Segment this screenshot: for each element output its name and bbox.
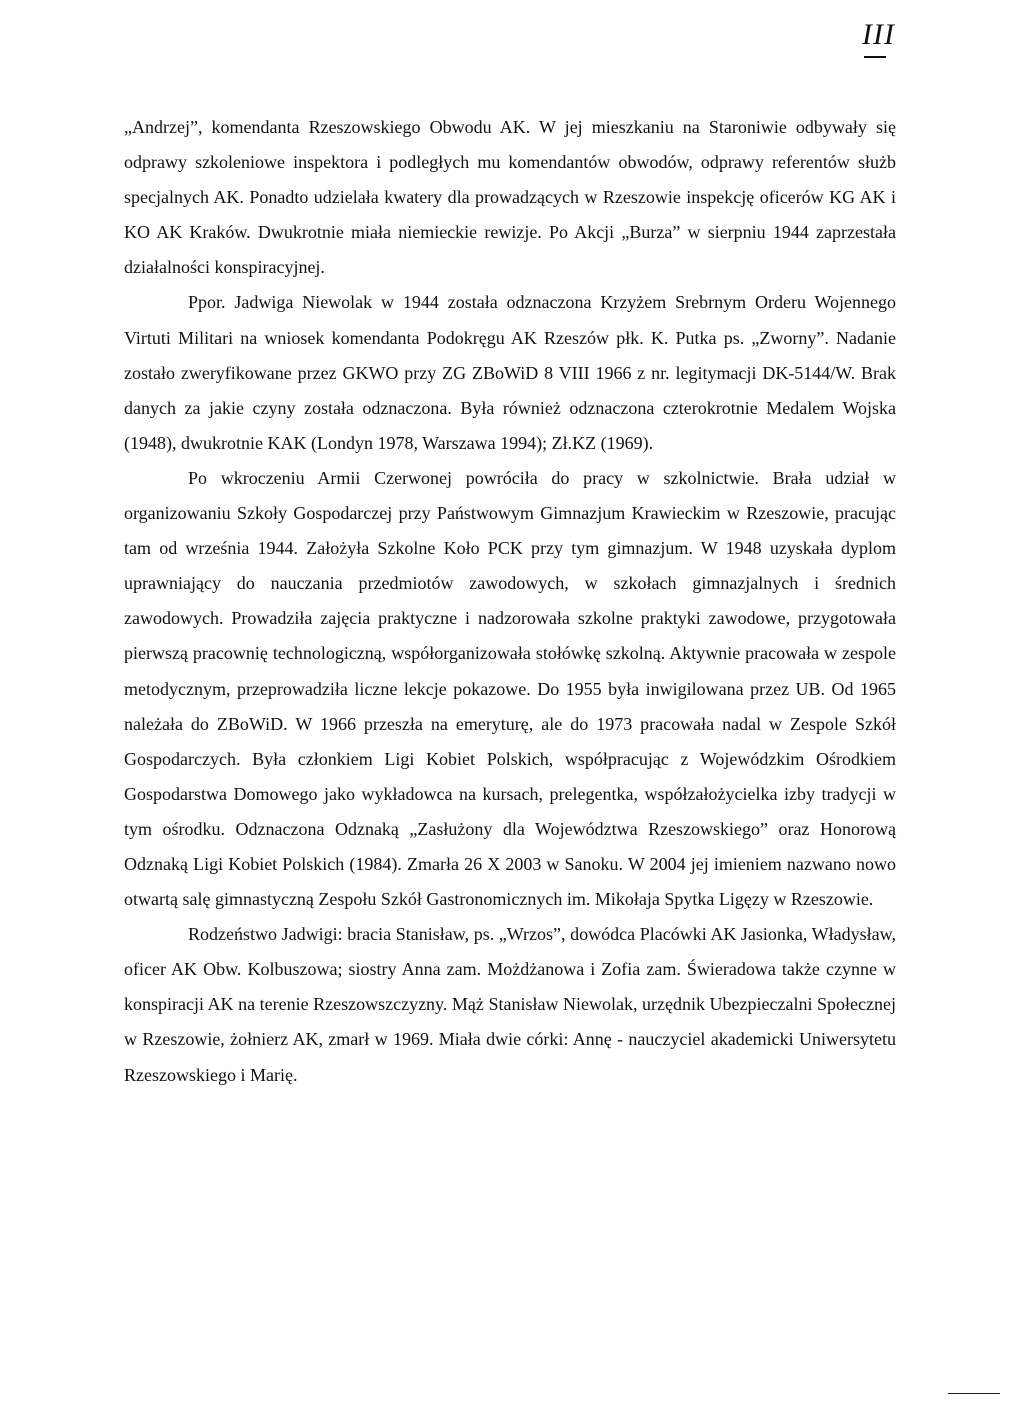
page-number: III: [862, 18, 895, 51]
footer-rule: [948, 1393, 1000, 1394]
paragraph-4: Rodzeństwo Jadwigi: bracia Stanisław, ps. „Wrzos”, dowódca Placówki AK Jasionka, Władysław, oficer AK Obw. Kolbuszowa; siostry Anna zam. Możdżanowa i Zofia zam. Świeradowa także czynne w konspiracji AK na terenie Rzeszowszczyzny. Mąż Stanisław Niewolak, urzędnik Ubezpieczalni Społecznej w Rzeszowie, żołnierz AK, zmarł w 1969. Miała dwie córki: Annę - nauczyciel akademicki Uniwersytetu Rzeszowskiego i Marię.: [124, 924, 896, 1085]
paragraph-2: Ppor. Jadwiga Niewolak w 1944 została odznaczona Krzyżem Srebrnym Orderu Wojennego Virtuti Militari na wniosek komendanta Podokręgu AK Rzeszów płk. K. Putka ps. „Zworny”. Nadanie zostało zweryfikowane przez GKWO przy ZG ZBoWiD 8 VIII 1966 z nr. legitymacji DK-5144/W. Brak danych za jakie czyny została odznaczona. Była również odznaczona czterokrotnie Medalem Wojska (1948), dwukrotnie KAK (Londyn 1978, Warszawa 1994); Zł.KZ (1969).: [124, 292, 896, 453]
page-number-underline: [864, 56, 886, 58]
paragraph-3: Po wkroczeniu Armii Czerwonej powróciła do pracy w szkolnictwie. Brała udział w organizowaniu Szkoły Gospodarczej przy Państwowym Gimnazjum Krawieckim w Rzeszowie, pracując tam od września 1944. Założyła Szkolne Koło PCK przy tym gimnazjum. W 1948 uzyskała dyplom uprawniający do nauczania przedmiotów zawodowych, w szkołach gimnazjalnych i średnich zawodowych. Prowadziła zajęcia praktyczne i nadzorowała szkolne praktyki zawodowe, przygotowała pierwszą pracownię technologiczną, współorganizowała stołówkę szkolną. Aktywnie pracowała w zespole metodycznym, przeprowadziła liczne lekcje pokazowe. Do 1955 była inwigilowana przez UB. Od 1965 należała do ZBoWiD. W 1966 przeszła na emeryturę, ale do 1973 pracowała nadal w Zespole Szkół Gospodarczych. Była członkiem Ligi Kobiet Polskich, współpracując z Wojewódzkim Ośrodkiem Gospodarstwa Domowego jako wykładowca na kursach, prelegentka, współzałożycielka izby tradycji w tym ośrodku. Odznaczona Odznaką „Zasłużony dla Województwa Rzeszowskiego” oraz Honorową Odznaką Ligi Kobiet Polskich (1984). Zmarła 26 X 2003 w Sanoku. W 2004 jej imieniem nazwano nowo otwartą salę gimnastyczną Zespołu Szkół Gastronomicznych im. Mikołaja Spytka Ligęzy w Rzeszowie.: [124, 467, 896, 910]
document-body: [124, 110, 896, 1093]
paragraph-1: „Andrzej”, komendanta Rzeszowskiego Obwodu AK. W jej mieszkaniu na Staroniwie odbywały się odprawy szkoleniowe inspektora i podległych mu komendantów obwodów, odprawy referentów służb specjalnych AK. Ponadto udzielała kwatery dla prowadzących w Rzeszowie inspekcję oficerów KG AK i KO AK Kraków. Dwukrotnie miała niemieckie rewizje. Po Akcji „Burza” w sierpniu 1944 zaprzestała działalności konspiracyjnej.: [124, 117, 896, 278]
